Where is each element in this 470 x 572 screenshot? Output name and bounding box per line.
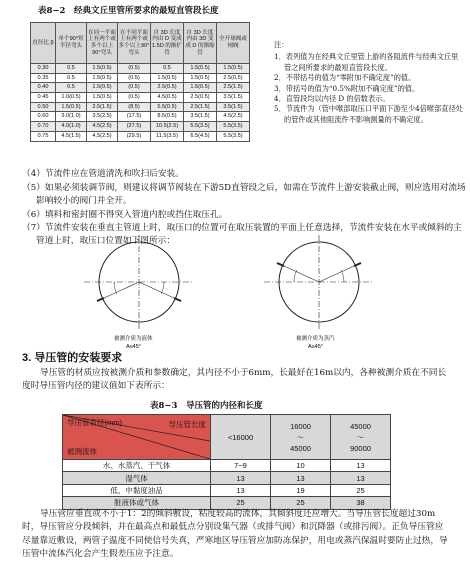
cell: 6.5(4.5) <box>184 131 217 141</box>
table-8-3 <box>62 414 391 510</box>
pressure-tap-diagram <box>64 232 394 350</box>
table-8-3-title: 表8−3 导压管的内径和长度 <box>150 401 263 411</box>
col-header: 16000 ～ 45000 <box>271 415 331 460</box>
note-item: 3．带括号的值为“0.5%附加不确定度”的值。 <box>274 83 420 93</box>
cell: 11.5(3.5) <box>151 131 184 141</box>
table-row <box>63 460 391 472</box>
table-row <box>31 73 250 83</box>
cell: 13 <box>271 472 331 484</box>
cell: 2.5(1.5) <box>184 102 217 112</box>
cell: 13 <box>211 484 271 496</box>
steam-caption: 被测介质为蒸汽 <box>296 336 335 342</box>
cell: 0.75 <box>31 131 56 141</box>
cell: 1.5(0.5) <box>87 93 118 103</box>
cell: 0.40 <box>31 83 56 93</box>
cell: 13 <box>331 472 391 484</box>
paragraph-6: （6）填料和密封圈不得突入管道内腔或挡住取压孔。 <box>22 210 228 220</box>
cell: 2.5(0.5) <box>184 93 217 103</box>
corner-header-cell <box>63 415 211 460</box>
table-row <box>31 122 250 132</box>
cell: 0.35 <box>31 73 56 83</box>
cell: 1.5(0.5) <box>56 102 87 112</box>
cell: 1.5(0.5) <box>184 64 217 74</box>
cell: 0.70 <box>31 122 56 132</box>
note-item: 1．表列值为在经典文丘里管上游的各阻流件与经典文丘里管之间所要求的最短直管段长度。 <box>274 52 459 72</box>
table-header-row <box>31 23 250 64</box>
cell: 4.5(2.5) <box>217 112 250 122</box>
liquid-caption: 被测介质为液体 <box>114 336 153 342</box>
cell: 1.5(0.5) <box>87 64 118 74</box>
cell: 0.45 <box>31 93 56 103</box>
corner-label-diameter: 导压管直径(mm) <box>67 418 122 427</box>
col-header: 45000 ～ 90000 <box>331 415 391 460</box>
cell: (0.5) <box>118 93 151 103</box>
table-row <box>63 472 391 484</box>
steam-angle-label: A≤45° <box>308 344 324 350</box>
cell: 8.5(0.5) <box>151 112 184 122</box>
table-row <box>63 484 391 496</box>
cell: 4.0(1.0) <box>56 122 87 132</box>
col-header: <16000 <box>211 415 271 460</box>
col-header: 全开球阀或闸阀 <box>217 23 250 64</box>
cell: 0.5 <box>56 64 87 74</box>
cell: 4.5(2.5) <box>87 131 118 141</box>
cell: 4.5(2.5) <box>87 122 118 132</box>
notes-title: 注： <box>274 40 289 49</box>
table-row <box>31 112 250 122</box>
cell: (17.5) <box>118 112 151 122</box>
cell: 10 <box>271 460 331 472</box>
paragraph-7: （7）节流件安装在垂直主管道上时，取压口的位置可在取压装置的平面上任意选择，节流件安装在水平或倾斜的主管道上时，取压口位置如下图所示： <box>22 223 462 247</box>
cell: 19 <box>271 484 331 496</box>
cell: 1.5(0.5) <box>184 73 217 83</box>
cell: 3.0(1.0) <box>56 112 87 122</box>
table-row <box>31 93 250 103</box>
cell: 25 <box>331 484 391 496</box>
table-row <box>31 83 250 93</box>
cell: (29.5) <box>118 131 151 141</box>
cell: 1.5(0.5) <box>87 73 118 83</box>
cell: 5.5(3.5) <box>217 122 250 132</box>
section-title: 3. 导压管的安装要求 <box>22 352 123 364</box>
cell: 0.5 <box>56 83 87 93</box>
corner-label-fluid: 被测流体 <box>67 447 97 456</box>
col-header: 在同一平面上有两个或多个以上90°弯头 <box>87 23 118 64</box>
cell: (0.5) <box>118 64 151 74</box>
closing-paragraph: 导压管应垂直或不小于1：2的倾斜敷设，粘度较高的流体，其倾斜度还应增大。当导压管长度超过30m时，导压管应分段倾斜，并在最高点和最低点分别设集气器（或排气阀）和沉降器（或排污阀）。正负导压管应尽量靠近敷设，两管子温度不同使信号失真，严寒地区导压管应加防冻保护，用电或蒸汽保温时要防止过热，导压管中流体汽化会产生假差压应予注意。 <box>22 509 448 560</box>
cell: 7−9 <box>211 460 271 472</box>
cell: 脏液体或气体 <box>63 497 211 509</box>
cell: 0.60 <box>31 112 56 122</box>
col-header: 自 3D 长度内由 3D 变成 D 的渐缩管 <box>184 23 217 64</box>
cell: 4.5(1.5) <box>56 131 87 141</box>
cell: 低、中黏度油品 <box>63 484 211 496</box>
table-row <box>31 64 250 74</box>
cell: 3.5(1.5) <box>184 112 217 122</box>
cell: 2.5(1.5) <box>87 102 118 112</box>
cell: (0.5) <box>118 73 151 83</box>
cell: 1.5(0.5) <box>151 73 184 83</box>
cell: (8.5) <box>118 102 151 112</box>
note-item: 2．不带括号的值为“零附加不确定度”的值。 <box>274 73 416 83</box>
cell: 4.5(0.5) <box>151 93 184 103</box>
note-item: 5．节流件为（管中喉部取压口平面下游至少4倍喉部直径处的管件或其他阻流件不影响测量的不确定度。 <box>274 104 463 124</box>
table-row <box>31 102 250 112</box>
cell: 1.0(0.5) <box>56 93 87 103</box>
cell: 25 <box>211 497 271 509</box>
cell: 0.30 <box>31 64 56 74</box>
liquid-tap-diagram <box>84 235 194 329</box>
cell: 5.5(3.5) <box>184 122 217 132</box>
table-header-row <box>63 415 391 460</box>
col-header: 在不同平面上有两个或多个以上90°弯头 <box>118 23 151 64</box>
cell: 0.5 <box>151 64 184 74</box>
cell: 1.5(0.5) <box>87 83 118 93</box>
cell: 0.5 <box>56 73 87 83</box>
cell: 5.5(3.5) <box>217 131 250 141</box>
cell: 10.5(2.5) <box>151 122 184 132</box>
cell: 3.5(1.5) <box>217 102 250 112</box>
cell: 3.5(2.5) <box>87 112 118 122</box>
cell: 湿气体 <box>63 472 211 484</box>
table-8-2 <box>30 22 250 142</box>
cell: 3.5(1.5) <box>217 93 250 103</box>
paragraph-5: （5）如果必须装调节阀，则建议将调节阀装在下游5D直管段之后，如需在节流件上游安装截止阀，则应选用对流场影响较小的阀门并全开。 <box>22 183 466 207</box>
cell: (0.5) <box>118 83 151 93</box>
note-item: 4．直管段均以内径 D 的倍数表示。 <box>274 94 390 104</box>
section-intro: 导压管的材质应按被测介质和参数确定，其内径不小于6mm，长最好在16m以内，各种被测介质在不同长度时导压管内径的建议值如下表所示： <box>22 368 447 392</box>
cell: 13 <box>331 460 391 472</box>
liquid-angle-label: A≤45° <box>126 344 142 350</box>
cell: (27.5) <box>118 122 151 132</box>
corner-label-length: 导压管长度 <box>168 420 206 429</box>
cell: 13 <box>211 472 271 484</box>
cell: 0.50 <box>31 102 56 112</box>
col-header: 单个90°短半径弯头 <box>56 23 87 64</box>
cell: 2.5(1.5) <box>217 83 250 93</box>
steam-tap-diagram <box>264 235 374 329</box>
table-8-2-title: 表8−2 经典文丘里管所要求的最短直管段长度 <box>38 6 219 16</box>
cell: 1.5(0.5) <box>217 64 250 74</box>
cell: 5.5(0.5) <box>151 102 184 112</box>
cell: 2.5(0.5) <box>151 83 184 93</box>
col-header: 自 3D 长度内由 D 变成 1.5D 的渐扩管 <box>151 23 184 64</box>
table-row <box>31 131 250 141</box>
cell: 25 <box>271 497 331 509</box>
cell: 2.5(0.5) <box>217 73 250 83</box>
cell: 38 <box>331 497 391 509</box>
col-header: 直径比 β <box>31 23 56 64</box>
cell: 1.5(0.5) <box>184 83 217 93</box>
table-notes <box>274 40 464 125</box>
cell: 水、水蒸汽、干气体 <box>63 460 211 472</box>
paragraph-4: （4）节流件应在管道清洗和吹扫后安装。 <box>22 169 184 179</box>
